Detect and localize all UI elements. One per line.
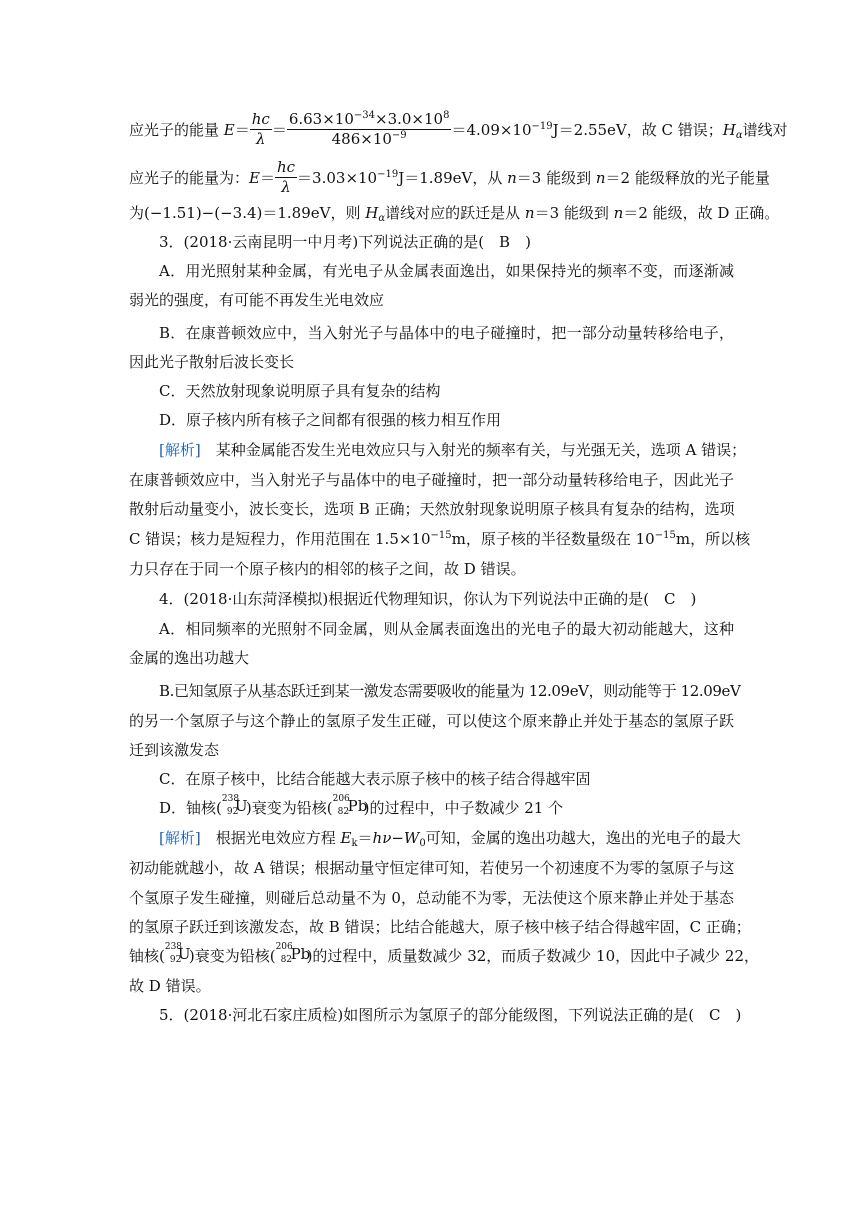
question-4-explanation-1: [解析] 根据光电效应方程 $E_k=h\nu-W_0$可知，金属的逸出功越大，逸出的光电子的最大: [159, 829, 741, 849]
question-3-explanation-3: 散射后动量变小，波长变长，选项 B 正确；天然放射现象说明原子核具有复杂的结构，选项: [129, 500, 735, 518]
question-3-explanation-1: [解析] 某种金属能否发生光电效应只与入射光的频率有关，与光强无关，选项 A 错误；: [159, 441, 747, 459]
question-3-option-c: C．天然放射现象说明原子具有复杂的结构: [159, 382, 441, 400]
nuclide-uranium-2: 238 92 U: [164, 942, 191, 965]
question-3-explanation-5: 力只存在于同一个原子核内的相邻的核子之间，故 D 错误。: [129, 560, 526, 578]
explanation-tag: [解析]: [159, 829, 201, 847]
explanation-line-2: 应光子的能量为：E＝ $\frac{hc}{\lambda}$ $=3.03\times 10^{-19}J=1.89eV$，从 n＝3 能级到 n＝2 能级释放的光子能量: [129, 157, 770, 196]
question-4-option-b-cont: 的另一个氢原子与这个静止的氢原子发生正碰，可以使这个原来静止并处于基态的氢原子跃: [129, 712, 734, 730]
question-3-option-b: B．在康普顿效应中，当入射光子与晶体中的电子碰撞时，把一部分动量转移给电子，: [159, 324, 734, 342]
question-5-stem: 5．(2018·河北石家庄质检)如图所示为氢原子的部分能级图，下列说法正确的是( C ): [159, 1006, 742, 1024]
explanation-tag: [解析]: [159, 441, 201, 459]
question-4-stem: 4．(2018·山东菏泽模拟)根据近代物理知识，你认为下列说法中正确的是( C ): [159, 590, 697, 608]
question-3-option-a: A．用光照射某种金属，有光电子从金属表面逸出，如果保持光的频率不变，而逐渐减: [159, 262, 734, 280]
question-4-explanation-3: 个氢原子发生碰撞，则碰后总动量不为 0，总动能不为零，无法使这个原来静止并处于基态: [129, 889, 734, 907]
question-3-explanation-2: 在康普顿效应中，当入射光子与晶体中的电子碰撞时，把一部分动量转移给电子，因此光子: [129, 471, 734, 489]
explanation-line-1: 应光子的能量 E＝ $\frac{hc}{\lambda}$ ＝ $\frac{6.63\times 10^{-34}\times 3.0\times 10^8}{486\times 10^{-9}}$ $=4.09\times 10^{-19}J=2.55eV$，故 C 错误；$H_\alpha$谱线对: [129, 109, 788, 148]
fraction-numeric: $\frac{6.63\times 10^{-34}\times 3.0\times 10^8}{486\times 10^{-9}}$: [288, 109, 450, 148]
explanation-line-3: 为(−1.51)−(−3.4)＝1.89eV，则 $H_\alpha$谱线对应的跃迁是从 n＝3 能级到 n＝2 能级，故 D 正确。: [129, 204, 780, 224]
nuclide-uranium: 238 92 U: [221, 794, 248, 817]
question-4-option-a: A．相同频率的光照射不同金属，则从金属表面逸出的光电子的最大初动能越大，这种: [159, 620, 734, 638]
question-4-explanation-2: 初动能就越小，故 A 错误；根据动量守恒定律可知，若使另一个初速度不为零的氢原子与这: [129, 859, 735, 877]
question-3-option-b-cont: 因此光子散射后波长变长: [129, 353, 295, 371]
question-4-explanation-6: 故 D 错误。: [129, 977, 211, 995]
question-4-explanation-4: 的氢原子跃迁到该激发态，故 B 错误；比结合能越大，原子核中核子结合得越牢固，C 正确；: [129, 918, 751, 936]
nuclide-lead-2: 206 82 Pb: [275, 942, 311, 965]
question-4-option-d: D．铀核( 238 92 U )衰变为铅核( 206 82 Pb )的过程中，中子数减少 21 个: [159, 794, 564, 817]
nuclide-lead: 206 82 Pb: [332, 794, 368, 817]
question-4-option-b: B.已知氢原子从基态跃迁到某一激发态需要吸收的能量为 12.09eV，则动能等于 12.09eV: [159, 682, 741, 700]
question-3-option-d: D．原子核内所有核子之间都有很强的核力相互作用: [159, 411, 502, 429]
fraction-hc-lambda-2: $\frac{hc}{\lambda}$: [276, 157, 296, 196]
question-3-stem: 3．(2018·云南昆明一中月考)下列说法正确的是( B ): [159, 233, 531, 251]
question-4-option-b-cont-2: 迁到该激发态: [129, 741, 220, 759]
question-3-option-a-cont: 弱光的强度，有可能不再发生光电效应: [129, 291, 385, 309]
symbol-E: E: [223, 121, 235, 139]
fraction-hc-lambda: $\frac{hc}{\lambda}$: [251, 109, 270, 148]
question-3-explanation-4: C 错误；核力是短程力，作用范围在 $1.5\times 10^{-15}m$，原子核的半径数量级在 $10^{-15}m$，所以核: [129, 530, 751, 548]
question-4-option-c: C．在原子核中，比结合能越大表示原子核中的核子结合得越牢固: [159, 770, 591, 788]
question-4-explanation-5: 铀核( 238 92 U )衰变为铅核( 206 82 Pb )的过程中，质量数减少 32，而质子数减少 10，因此中子减少 22，: [129, 942, 759, 965]
question-4-option-a-cont: 金属的逸出功越大: [129, 649, 250, 667]
